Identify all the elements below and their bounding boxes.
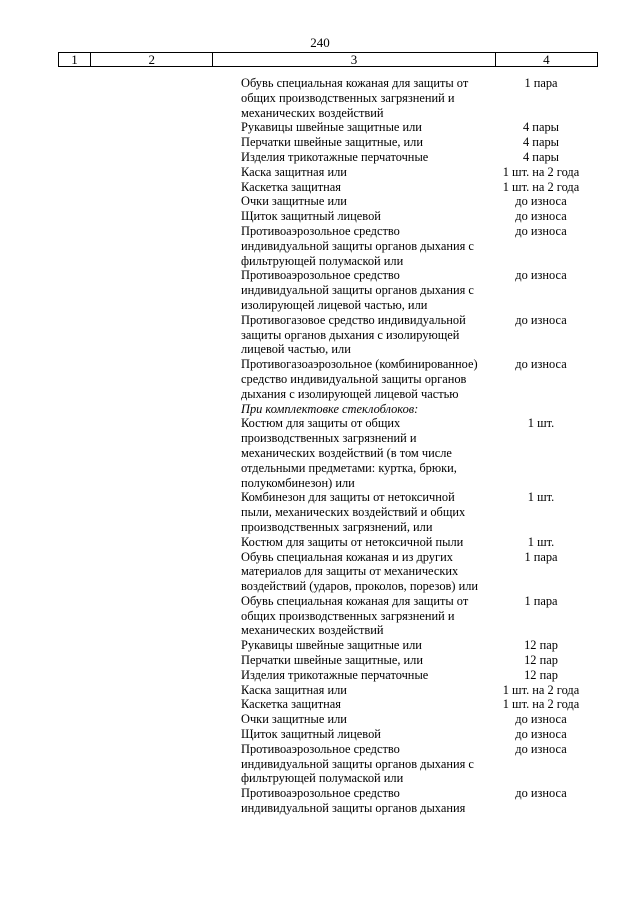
- item-name: Противоаэрозольное средство индивидуальной защиты органов дыхания с фильтрующей полумаской или: [241, 223, 474, 268]
- issue-norm: до износа: [515, 727, 567, 742]
- issue-norm: 1 шт.: [527, 534, 555, 549]
- column-header-2: 2: [91, 53, 213, 67]
- item-name: Каска защитная или: [241, 164, 347, 179]
- section-heading-row: [241, 402, 601, 417]
- issue-norm: 1 шт. на 2 года: [502, 179, 580, 194]
- table-row: [241, 712, 601, 727]
- item-name: Комбинезон для защиты от нетоксичной пыли, механических воздействий и общих производственных загрязнений, или: [241, 490, 466, 534]
- item-name: Каскетка защитная: [241, 697, 341, 712]
- table-row: [241, 550, 601, 594]
- table-row: [241, 742, 601, 786]
- issue-norm: до износа: [515, 223, 567, 238]
- table-row: [241, 120, 601, 135]
- table-row: [241, 209, 601, 224]
- item-name: При комплектовке стеклоблоков:: [241, 401, 419, 416]
- item-name: Обувь специальная кожаная и из других материалов для защиты от механических воздействий (ударов, проколов, порезов) или: [241, 549, 479, 594]
- table-row: [241, 490, 601, 534]
- table-row: [241, 165, 601, 180]
- item-name: Очки защитные или: [241, 194, 347, 209]
- item-name: Очки защитные или: [241, 712, 347, 727]
- table-row: [241, 668, 601, 683]
- item-name: Противогазоаэрозольное (комбинированное) средство индивидуальной защиты органов дыхания с изолирующей лицевой частью: [241, 357, 478, 401]
- issue-norm: до износа: [515, 786, 567, 801]
- issue-norm: 1 пара: [524, 76, 558, 90]
- table-row: [241, 268, 601, 312]
- issue-norm: 1 пара: [524, 549, 558, 564]
- item-name: Противоаэрозольное средство индивидуальной защиты органов дыхания: [241, 786, 466, 816]
- issue-norm: до износа: [515, 194, 567, 209]
- column-header-row: [59, 53, 598, 67]
- table-row: [241, 683, 601, 698]
- table-row: [241, 194, 601, 209]
- item-name: Рукавицы швейные защитные или: [241, 120, 422, 135]
- column-header-1: 1: [59, 53, 91, 67]
- issue-norm: до износа: [515, 741, 567, 756]
- issue-norm: 1 пара: [524, 593, 558, 608]
- issue-norm: 1 шт. на 2 года: [502, 682, 580, 697]
- item-name: Обувь специальная кожаная для защиты от общих производственных загрязнений и механических воздействий: [241, 593, 469, 638]
- table-row: [241, 313, 601, 357]
- issue-norm: 4 пары: [523, 135, 559, 150]
- item-name: Изделия трикотажные перчаточные: [241, 667, 429, 682]
- item-name: Щиток защитный лицевой: [241, 209, 381, 224]
- table-row: [241, 535, 601, 550]
- item-name: Перчатки швейные защитные, или: [241, 135, 423, 150]
- issue-norm: 1 шт. на 2 года: [502, 697, 580, 712]
- item-name: Изделия трикотажные перчаточные: [241, 149, 429, 164]
- issue-norm: 12 пар: [524, 667, 558, 682]
- item-name: Каскетка защитная: [241, 179, 341, 194]
- issue-norm: до износа: [515, 312, 567, 327]
- table-row: [241, 727, 601, 742]
- table-row: [241, 416, 601, 490]
- item-name: Противоаэрозольное средство индивидуальной защиты органов дыхания с фильтрующей полумаской или: [241, 741, 474, 786]
- item-name: Каска защитная или: [241, 682, 347, 697]
- issue-norm: 12 пар: [524, 638, 558, 653]
- item-name: Щиток защитный лицевой: [241, 727, 381, 742]
- item-name: Перчатки швейные защитные, или: [241, 653, 423, 668]
- item-name: Рукавицы швейные защитные или: [241, 638, 422, 653]
- column-header-table: [58, 52, 598, 67]
- issue-norm: 1 шт.: [527, 416, 555, 431]
- issue-norm: 1 шт. на 2 года: [502, 164, 580, 179]
- table-row: [241, 224, 601, 268]
- issue-norm: 1 шт.: [527, 490, 555, 505]
- table-row: [241, 135, 601, 150]
- table-row: [241, 653, 601, 668]
- issue-norm: до износа: [515, 357, 567, 372]
- issue-norm: до износа: [515, 268, 567, 283]
- table-row: [241, 697, 601, 712]
- issue-norm: 4 пары: [523, 120, 559, 135]
- table-row: [241, 594, 601, 638]
- item-name: Противогазовое средство индивидуальной защиты органов дыхания с изолирующей лицевой частью, или: [241, 312, 466, 357]
- table-body: [241, 76, 601, 816]
- table-row: [241, 786, 601, 816]
- issue-norm: до износа: [515, 209, 567, 224]
- item-name: Костюм для защиты от нетоксичной пыли: [241, 534, 464, 549]
- item-name: Обувь специальная кожаная для защиты от общих производственных загрязнений и механических воздействий: [241, 76, 469, 120]
- table-row: [241, 180, 601, 195]
- column-header-3: 3: [213, 53, 495, 67]
- issue-norm: 4 пары: [523, 149, 559, 164]
- table-row: [241, 150, 601, 165]
- item-name: Противоаэрозольное средство индивидуальной защиты органов дыхания с изолирующей лицевой частью, или: [241, 268, 474, 312]
- issue-norm: 12 пар: [524, 653, 558, 668]
- table-row: [241, 638, 601, 653]
- table-row: [241, 76, 601, 120]
- table-row: [241, 357, 601, 401]
- column-header-4: 4: [495, 53, 597, 67]
- item-name: Костюм для защиты от общих производственных загрязнений и механических воздействий (в том числе отдельными предметами: куртка, брюки, полукомбинезон) или: [241, 416, 457, 490]
- issue-norm: до износа: [515, 712, 567, 727]
- page-number: 240: [310, 35, 330, 50]
